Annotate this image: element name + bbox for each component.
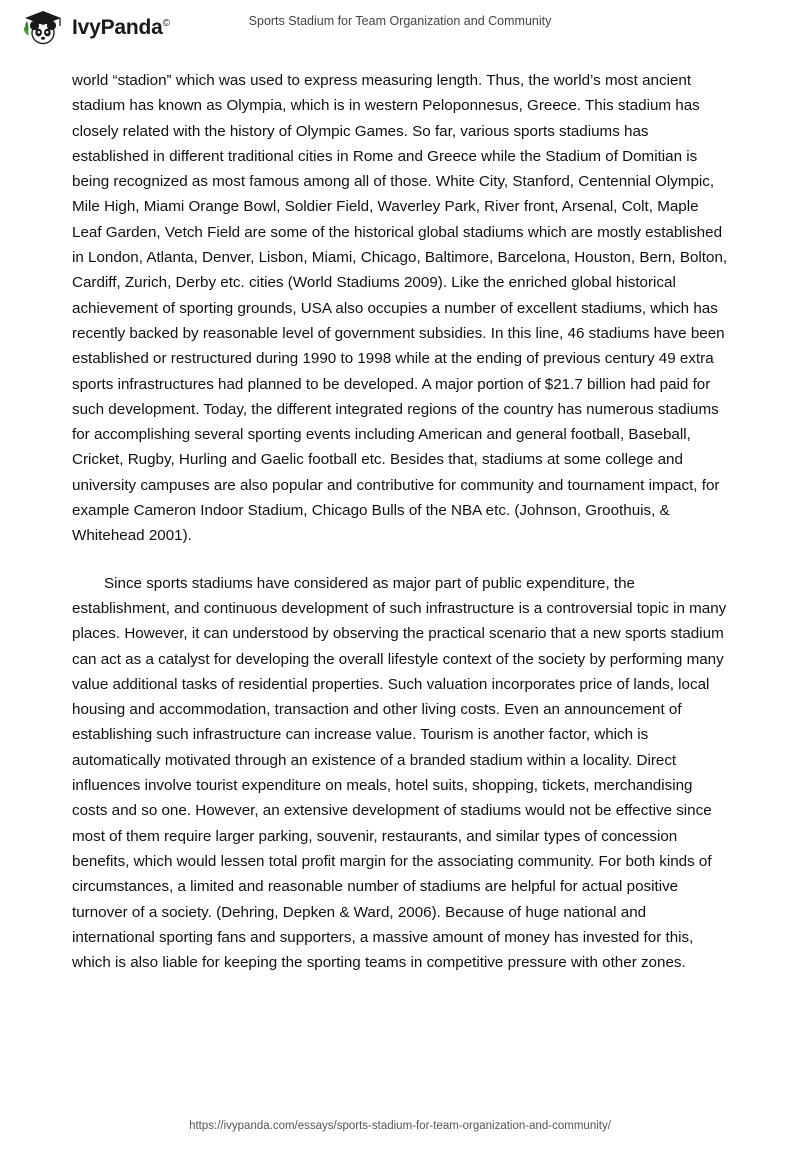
page-title: Sports Stadium for Team Organization and Community: [248, 14, 552, 28]
footer: [0, 1120, 800, 1132]
page-header: [0, 0, 800, 56]
paragraph: world “stadion” which was used to express measuring length. Thus, the world’s most ancient stadium has known as Olympia, which is in western Peloponnesus, Greece. This stadium has closely related with the history of Olympic Games. So far, various sports stadiums has established in different traditional cities in Rome and Greece while the Stadium of Domitian is being recognized as most famous among all of those. White City, Stanford, Centennial Olympic, Mile High, Miami Orange Bowl, Soldier Field, Waverley Park, River front, Arsenal, Colt, Maple Leaf Garden, Vetch Field are some of the historical global stadiums which are mostly established in London, Atlanta, Denver, Lisbon, Miami, Chicago, Baltimore, Barcelona, Houston, Bern, Bolton, Cardiff, Zurich, Derby etc. cities (World Stadiums 2009). Like the enriched global historical achievement of sporting grounds, USA also occupies a number of excellent stadiums, which has recently backed by reasonable level of government subsidies. In this line, 46 stadiums have been established or restructured during 1990 to 1998 while at the ending of previous century 49 extra sports infrastructures had planned to be developed. A major portion of $21.7 billion had paid for such development. Today, the different integrated regions of the country has numerous stadiums for accomplishing several sporting events including American and general football, Baseball, Cricket, Rugby, Hurling and Gaelic football etc. Besides that, stadiums at some college and university campuses are also popular and contributive for community and tournament impact, for example Cameron Indoor Stadium, Chicago Bulls of the NBA etc. (Johnson, Groothuis, & Whitehead 2001).: [72, 72, 728, 545]
document-body: [72, 68, 728, 975]
paragraph: Since sports stadiums have considered as major part of public expenditure, the establishment, and continuous development of such infrastructure is a controversial topic in many places. However, it can understood by observing the practical scenario that a new sports stadium can act as a catalyst for developing the overall lifestyle context of the society by performing many value additional tasks of residential properties. Such valuation incorporates price of lands, local housing and accommodation, transaction and other living costs. Even an announcement of establishing such infrastructure can increase value. Tourism is another factor, which is automatically motivated through an existence of a branded stadium within a locality. Direct influences involve tourist expenditure on meals, hotel suits, shopping, tickets, merchandising costs and so one. However, an extensive development of stadiums would not be effective since most of them require larger parking, souvenir, restaurants, and similar types of concession benefits, which would lessen total profit margin for the associating community. For both kinds of circumstances, a limited and reasonable number of stadiums are helpful for actual positive turnover of a society. (Dehring, Depken & Ward, 2006). Because of huge national and international sporting fans and supporters, a massive amount of money has invested for this, which is also liable for keeping the sporting teams in competitive pressure with other zones.: [72, 574, 727, 972]
source-url-link[interactable]: https://ivypanda.com/essays/sports-stadium-for-team-organization-and-community/: [189, 1120, 611, 1132]
brand-logo-link[interactable]: [22, 9, 170, 47]
brand-copyright-mark: ©: [162, 18, 170, 29]
graduation-panda-logo-icon: [22, 9, 64, 47]
brand-name: IvyPanda©: [72, 16, 170, 39]
